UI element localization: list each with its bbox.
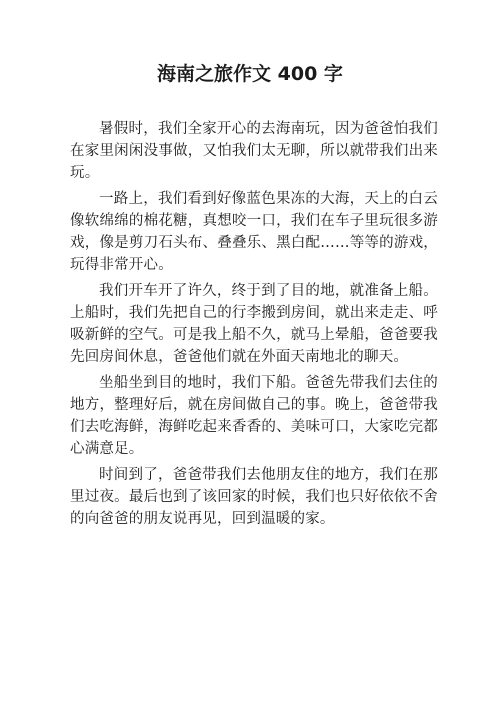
paragraph-2: 一路上，我们看到好像蓝色果冻的大海，天上的白云像软绵绵的棉花糖，真想咬一口，我们在车子里玩很多游戏，像是剪刀石头布、叠叠乐、黑白配……等等的游戏，玩得非常开心。 (70, 191, 438, 273)
document-title: 海南之旅作文 400 字 (157, 63, 343, 85)
paragraph-5: 时间到了，爸爸带我们去他朋友住的地方，我们在那里过夜。最后也到了该回家的时候，我们也只好依依不舍的向爸爸的朋友说再见，回到温暖的家。 (70, 467, 438, 527)
paragraph-4: 坐船坐到目的地时，我们下船。爸爸先带我们去住的地方，整理好后，就在房间做自己的事。晚上，爸爸带我们去吃海鲜，海鲜吃起来香香的、美味可口，大家吃完都心满意足。 (70, 375, 438, 457)
paragraph-1: 暑假时，我们全家开心的去海南玩，因为爸爸怕我们在家里闲闲没事做，又怕我们太无聊，所以就带我们出来玩。 (70, 121, 438, 181)
document-body (70, 118, 438, 534)
paragraph-3: 我们开车开了许久，终于到了目的地，就准备上船。上船时，我们先把自己的行李搬到房间，就出来走走、呼吸新鲜的空气。可是我上船不久，就马上晕船，爸爸要我先回房间休息，爸爸他们就在外面天南地北的聊天。 (70, 283, 438, 365)
